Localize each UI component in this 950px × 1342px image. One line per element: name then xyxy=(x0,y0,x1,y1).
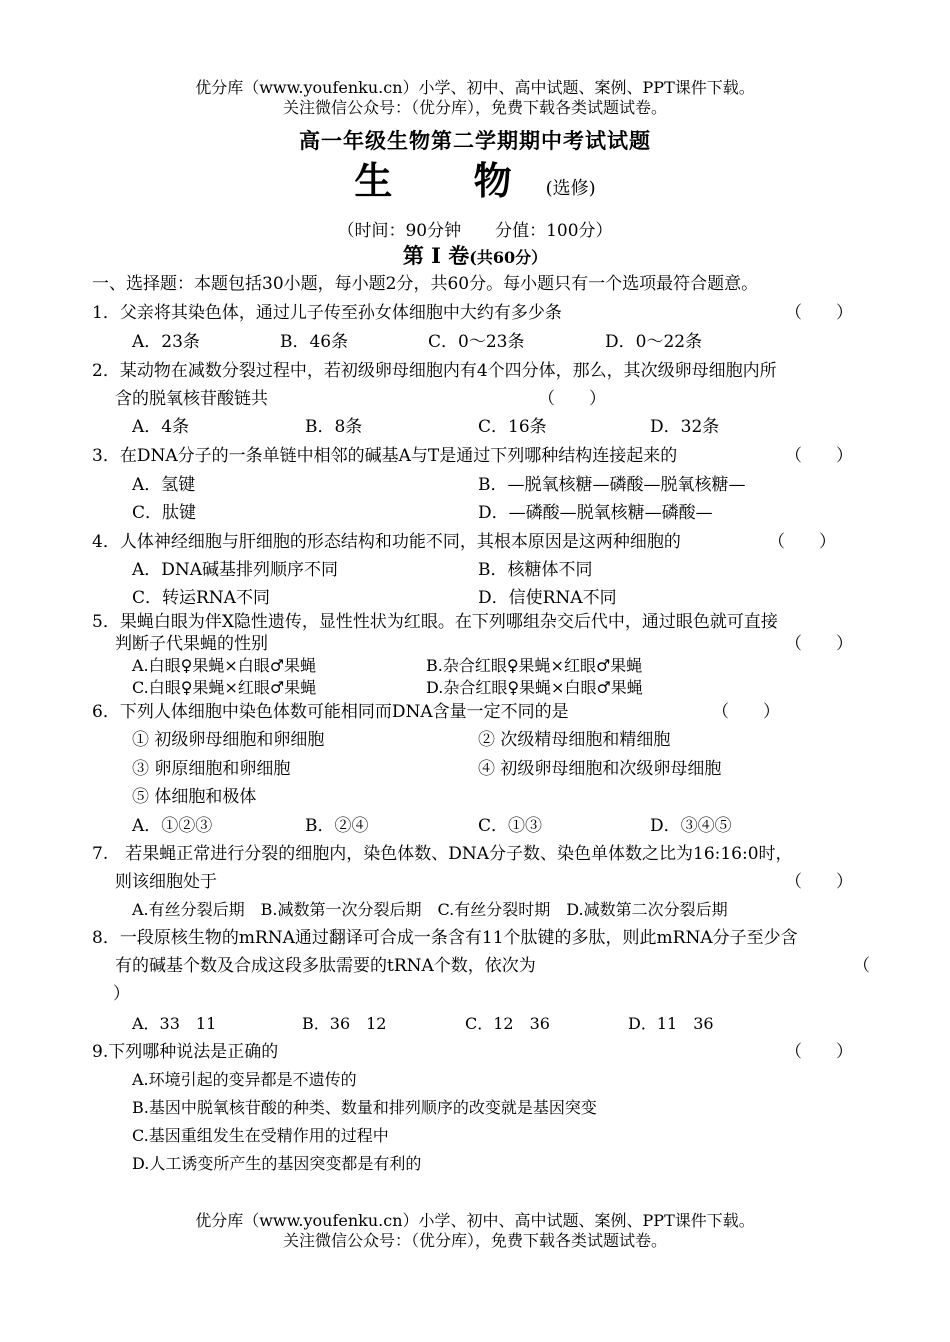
header-line-1: 优分库（www.youfenku.cn）小学、初中、高中试题、案例、PPT课件下载。 xyxy=(195,78,755,97)
q8-paren-open: （ xyxy=(853,956,870,976)
q4-stem: 4．人体神经细胞与肝细胞的形态结构和功能不同，其根本原因是这两种细胞的 xyxy=(92,532,681,552)
q2-stem-1: 2．某动物在减数分裂过程中，若初级卵母细胞内有4个四分体，那么，其次级卵母细胞内所 xyxy=(92,361,777,381)
q4-option-a: A．DNA碱基排列顺序不同 xyxy=(132,560,339,580)
q9-option-a: A.环境引起的变异都是不遗传的 xyxy=(132,1070,357,1089)
q9-stem: 9.下列哪种说法是正确的 xyxy=(92,1042,279,1062)
q6-stem: 6．下列人体细胞中染色体数可能相同而DNA含量一定不同的是 xyxy=(92,702,569,722)
q5-option-b: B.杂合红眼♀果蝇×红眼♂果蝇 xyxy=(426,656,643,675)
q3-stem: 3．在DNA分子的一条单链中相邻的碱基A与T是通过下列哪种结构连接起来的 xyxy=(92,446,678,466)
q8-option-a: A．33 11 xyxy=(132,1014,217,1033)
q5-stem-1: 5．果蝇白眼为伴X隐性遗传，显性性状为红眼。在下列哪组杂交后代中，通过眼色就可直接 xyxy=(92,612,778,632)
time-score: （时间：90分钟 分值：100分） xyxy=(337,221,613,241)
footer-line-2: 关注微信公众号：（优分库），免费下载各类试题试卷。 xyxy=(282,1231,667,1250)
q2-option-c: C．16条 xyxy=(478,417,547,437)
q4-option-b: B．核糖体不同 xyxy=(478,560,593,580)
q2-option-b: B．8条 xyxy=(305,417,363,437)
q9-option-c: C.基因重组发生在受精作用的过程中 xyxy=(132,1126,389,1145)
subject-heading xyxy=(0,160,950,210)
q9-answer-paren: （ ） xyxy=(785,1042,853,1062)
q5-option-a: A.白眼♀果蝇×白眼♂果蝇 xyxy=(132,656,317,675)
q4-option-d: D．信使RNA不同 xyxy=(478,588,617,608)
q2-stem-2: 含的脱氧核苷酸链共 xyxy=(115,389,268,409)
part-heading xyxy=(0,243,950,271)
q2-answer-paren: （ ） xyxy=(538,389,606,409)
q5-option-c: C.白眼♀果蝇×红眼♂果蝇 xyxy=(132,678,317,697)
q4-option-c: C．转运RNA不同 xyxy=(132,588,270,608)
q1-answer-paren: （ ） xyxy=(785,303,853,323)
q6-option-b: B．②④ xyxy=(305,816,369,836)
q5-answer-paren: （ ） xyxy=(785,634,853,654)
q1-option-a: A．23条 xyxy=(132,332,200,352)
q6-item-1: ① 初级卵母细胞和卵细胞 xyxy=(132,730,325,750)
q6-item-3: ③ 卵原细胞和卵细胞 xyxy=(132,759,291,779)
exam-title: 高一年级生物第二学期期中考试试题 xyxy=(299,128,651,153)
q6-item-4: ④ 初级卵母细胞和次级卵母细胞 xyxy=(478,759,722,779)
q9-option-d: D.人工诱变所产生的基因突变都是有利的 xyxy=(132,1154,422,1173)
section-intro: 一、选择题：本题包括30小题，每小题2分，共60分。每小题只有一个选项最符合题意。 xyxy=(92,274,759,294)
q6-option-c: C．①③ xyxy=(478,816,543,836)
q3-answer-paren: （ ） xyxy=(785,446,853,466)
subject-name: 生 物 xyxy=(354,158,546,203)
q6-item-5: ⑤ 体细胞和极体 xyxy=(132,787,257,807)
q3-option-a: A．氢键 xyxy=(132,475,196,495)
q9-option-b: B.基因中脱氧核苷酸的种类、数量和排列顺序的改变就是基因突变 xyxy=(132,1098,597,1117)
q4-answer-paren: （ ） xyxy=(768,532,836,552)
subject-note: (选修) xyxy=(545,178,596,199)
q1-option-c: C．0～23条 xyxy=(428,332,525,352)
q6-option-d: D．③④⑤ xyxy=(650,816,732,836)
q1-stem: 1．父亲将其染色体，通过儿子传至孙女体细胞中大约有多少条 xyxy=(92,303,562,323)
q2-option-d: D．32条 xyxy=(650,417,720,437)
q8-option-d: D．11 36 xyxy=(628,1014,714,1033)
q7-options: A.有丝分裂后期 B.减数第一次分裂后期 C.有丝分裂时期 D.减数第二次分裂后期 xyxy=(132,900,728,919)
q6-answer-paren: （ ） xyxy=(712,702,780,722)
q7-answer-paren: （ ） xyxy=(785,872,853,892)
q8-paren-close: ） xyxy=(113,984,130,1004)
part-note: (共60分） xyxy=(469,248,548,267)
q8-option-b: B．36 12 xyxy=(302,1014,387,1033)
q3-option-d: D．—磷酸—脱氧核糖—磷酸— xyxy=(478,503,713,523)
q8-stem-1: 8．一段原核生物的mRNA通过翻译可合成一条含有11个肽键的多肽，则此mRNA分子至少含 xyxy=(92,928,798,948)
q7-stem-2: 则该细胞处于 xyxy=(115,872,217,892)
q8-option-c: C．12 36 xyxy=(465,1014,550,1033)
q5-stem-2: 判断子代果蝇的性别 xyxy=(115,634,268,654)
footer-line-1: 优分库（www.youfenku.cn）小学、初中、高中试题、案例、PPT课件下载。 xyxy=(195,1211,755,1230)
q5-option-d: D.杂合红眼♀果蝇×白眼♂果蝇 xyxy=(426,678,643,697)
q1-option-b: B．46条 xyxy=(280,332,349,352)
part-label: 第 Ⅰ 卷 xyxy=(402,243,470,268)
q6-option-a: A．①②③ xyxy=(132,816,213,836)
q7-stem-1: 7. 若果蝇正常进行分裂的细胞内，染色体数、DNA分子数、染色单体数之比为16:16:0时， xyxy=(92,844,793,864)
q6-item-2: ② 次级精母细胞和精细胞 xyxy=(478,730,671,750)
header-line-2: 关注微信公众号：（优分库），免费下载各类试题试卷。 xyxy=(282,98,667,117)
q3-option-c: C．肽键 xyxy=(132,503,197,523)
q3-option-b: B．—脱氧核糖—磷酸—脱氧核糖— xyxy=(478,475,746,495)
q1-option-d: D．0～22条 xyxy=(605,332,703,352)
q8-stem-2: 有的碱基个数及合成这段多肽需要的tRNA个数，依次为 xyxy=(115,956,536,976)
q2-option-a: A．4条 xyxy=(132,417,190,437)
